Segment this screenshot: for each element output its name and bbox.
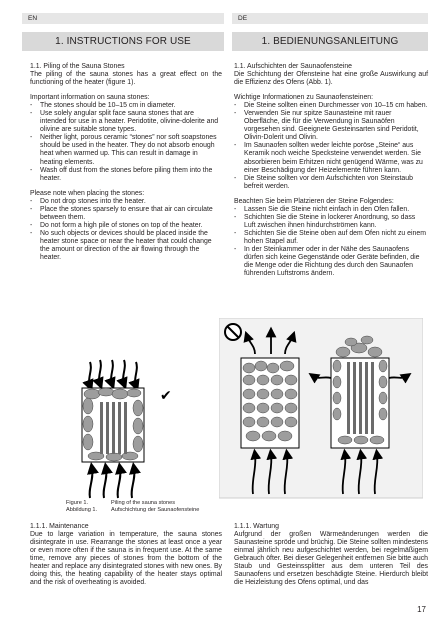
checkmark-icon: ✔	[160, 388, 172, 404]
intake-arrows-icon	[90, 468, 135, 498]
figure-label-de: Abbildung 1.	[66, 506, 98, 513]
list-item: - Wash off dust from the stones before piling them into the heater.	[30, 166, 213, 182]
section-header-en: 1. INSTRUCTIONS FOR USE	[22, 32, 224, 51]
section-title: 1.1. Aufschichten der Saunaofensteine	[234, 63, 352, 70]
section-header-de: 1. BEDIENUNGSANLEITUNG	[232, 32, 428, 51]
language-tag-de: DE	[232, 13, 428, 24]
maintenance-paragraph: Due to large variation in temperature, the sauna stones disintegrate in use. Rearrange the stones at least once a year or even more often if the sauna is in frequent use. At the same time, remove any pieces of stones from the bottom of the heater and replace any disintegrated stones with new ones. By doing this, the heating capability of the heater stays optimal and the risk of overheating is avoided.	[30, 531, 222, 587]
list-item: - Schichten Sie die Steine in lockerer Anordnung, so dass Luft zwischen ihnen hindurchströmen kann.	[234, 213, 416, 229]
placing-list	[30, 198, 222, 262]
list-item: - Verwenden Sie nur spitze Saunasteine mit rauer Oberfläche, die für die Verwendung in Saunaöfen vorgesehen sind. Geeignete Gesteinsarten sind Peridotit, Olivin-Dolerit und Olivin.	[234, 110, 419, 142]
list-item: - The stones should be 10–15 cm in diameter.	[30, 102, 176, 110]
list-item: - Place the stones sparsely to ensure that air can circulate between them.	[30, 205, 213, 221]
important-list	[30, 102, 222, 182]
list-item: - Use solely angular split face sauna stones that are intended for use in a heater. Peridotite, olivine-dolerite and olivine are suitable stone types.	[30, 110, 219, 134]
maintenance-heading: 1.1.1. Maintenance	[30, 523, 89, 530]
important-heading: Wichtige Informationen zu Saunaofensteinen:	[234, 94, 374, 102]
section-title: 1.1. Piling of the Sauna Stones	[30, 63, 125, 70]
list-item: - Neither light, porous ceramic “stones” nor soft soapstones should be used in the heater. They do not absorb enough heat when warmed up. This can result in damage in heating elements.	[30, 134, 217, 166]
language-tag-en: EN	[22, 13, 224, 24]
correct-piling-illustration	[60, 358, 240, 500]
placing-heading: Please note when placing the stones:	[30, 189, 145, 197]
maintenance-paragraph: Aufgrund der großen Wärmeänderungen werden die Saunasteine spröde und brüchig. Die Steine sollten mindestens einmal jährlich neu aufgeschichtet werden, bei regelmäßigem Gebrauch öfter. Bei dieser Gelegenheit entfernen Sie bitte auch Staub und Gesteinssplitter aus dem unteren Teil des Saunaofens und ersetzen beschädigte Steine. Hierdurch bleibt die Heizleistung des Ofens optimal, und das	[234, 531, 428, 587]
maintenance-section-de	[234, 523, 428, 587]
important-heading: Important information on sauna stones:	[30, 94, 150, 102]
placing-list	[234, 206, 428, 278]
list-item: - Lassen Sie die Steine nicht einfach in den Ofen fallen.	[234, 205, 410, 213]
figure-text-en: Piling of the sauna stones	[111, 500, 176, 506]
list-item: - Im Saunaofen sollten weder leichte poröse „Steine“ aus Keramik noch weiche Specksteine verwendet werden. Sie absorbieren beim Erhitzen nicht genügend Wärme, was zu einer Beschädigung der Heizelemente führen kann.	[234, 142, 423, 174]
incorrect-piling-illustration	[219, 318, 423, 506]
list-item: - No such objects or devices should be placed inside the heater stone space or near the heater that could change the amount or direction of the air flowing through the heater.	[30, 229, 212, 262]
important-list	[234, 102, 428, 191]
figure-caption	[66, 500, 199, 513]
list-item: - Die Steine sollten einen Durchmesser von 10–15 cm haben.	[234, 102, 428, 110]
german-column	[234, 63, 428, 278]
intro-paragraph: Die Schichtung der Ofensteine hat eine große Auswirkung auf die Effizienz des Ofens (Abb. 1).	[234, 71, 428, 87]
list-item: - In der Steinkammer oder in der Nähe des Saunaofens dürfen sich keine Gegenstände oder Geräte befinden, die die Menge oder die Richtung des durch den Saunaofen führenden Luftstroms ändern.	[234, 245, 420, 278]
maintenance-section-en	[30, 523, 222, 587]
list-item: - Do not drop stones into the heater.	[30, 197, 146, 205]
english-column	[30, 63, 222, 262]
page-number: 17	[417, 605, 426, 614]
intro-paragraph: The piling of the sauna stones has a great effect on the functioning of the heater (figure 1).	[30, 71, 222, 87]
maintenance-heading: 1.1.1. Wartung	[234, 523, 279, 530]
list-item: - Die Steine sollten vor dem Aufschichten von Steinstaub befreit werden.	[234, 174, 413, 190]
figure-label-en: Figure 1.	[66, 500, 89, 506]
list-item: - Schichten Sie die Steine oben auf dem Ofen nicht zu einem hohen Stapel auf.	[234, 229, 426, 245]
airflow-arrows-icon	[89, 360, 137, 386]
placing-heading: Beachten Sie beim Platzieren der Steine Folgendes:	[234, 197, 394, 205]
figure-text-de: Aufschichtung der Saunaofensteine	[111, 506, 200, 513]
prohibited-icon	[225, 324, 241, 340]
list-item: - Do not form a high pile of stones on top of the heater.	[30, 221, 203, 229]
